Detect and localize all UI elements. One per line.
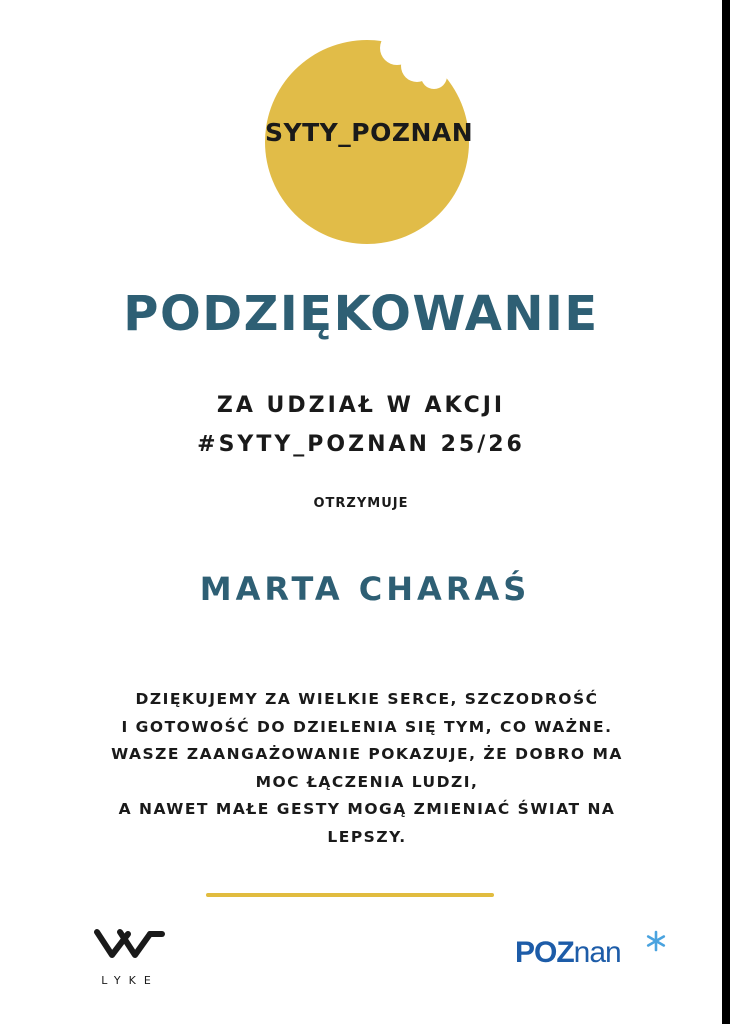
- recipient-name: MARTA CHARAŚ: [199, 570, 531, 608]
- subtitle-line-1: ZA UDZIAŁ W AKCJI: [216, 393, 506, 418]
- thank-you-message: [0, 686, 722, 851]
- receives-label: OTRZYMUJE: [313, 496, 409, 511]
- poznan-wordmark: [515, 936, 621, 970]
- message-line: WASZE ZAANGAŻOWANIE POKAZUJE, ŻE DOBRO MA: [111, 745, 623, 763]
- poznan-wordmark-upper: POZ: [515, 936, 574, 969]
- message-line: MOC ŁĄCZENIA LUDZI,: [255, 772, 479, 791]
- gold-divider: [206, 893, 494, 897]
- poznan-wordmark-lower: nan: [573, 936, 621, 969]
- message-line: I GOTOWOŚĆ DO DZIELENIA SIĘ TYM, CO WAŻNE.: [121, 717, 613, 736]
- syty-poznan-badge: [265, 40, 474, 244]
- poznan-logo: [515, 930, 675, 980]
- poznan-star-icon: [645, 930, 667, 952]
- message-line: A NAWET MAŁE GESTY MOGĄ ZMIENIAĆ ŚWIAT NA: [118, 800, 616, 818]
- message-line: LEPSZY.: [327, 827, 407, 846]
- lyke-logo-icon: [94, 928, 166, 964]
- subtitle-line-2: #SYTY_POZNAN 25/26: [197, 432, 525, 457]
- badge-label: SYTY_POZNAN: [265, 118, 474, 147]
- right-border: [722, 0, 730, 1024]
- message-line: DZIĘKUJEMY ZA WIELKIE SERCE, SZCZODROŚĆ: [135, 690, 599, 708]
- lyke-logo: [90, 928, 170, 992]
- page-title: PODZIĘKOWANIE: [123, 286, 599, 342]
- lyke-wordmark: LYKE: [101, 974, 159, 987]
